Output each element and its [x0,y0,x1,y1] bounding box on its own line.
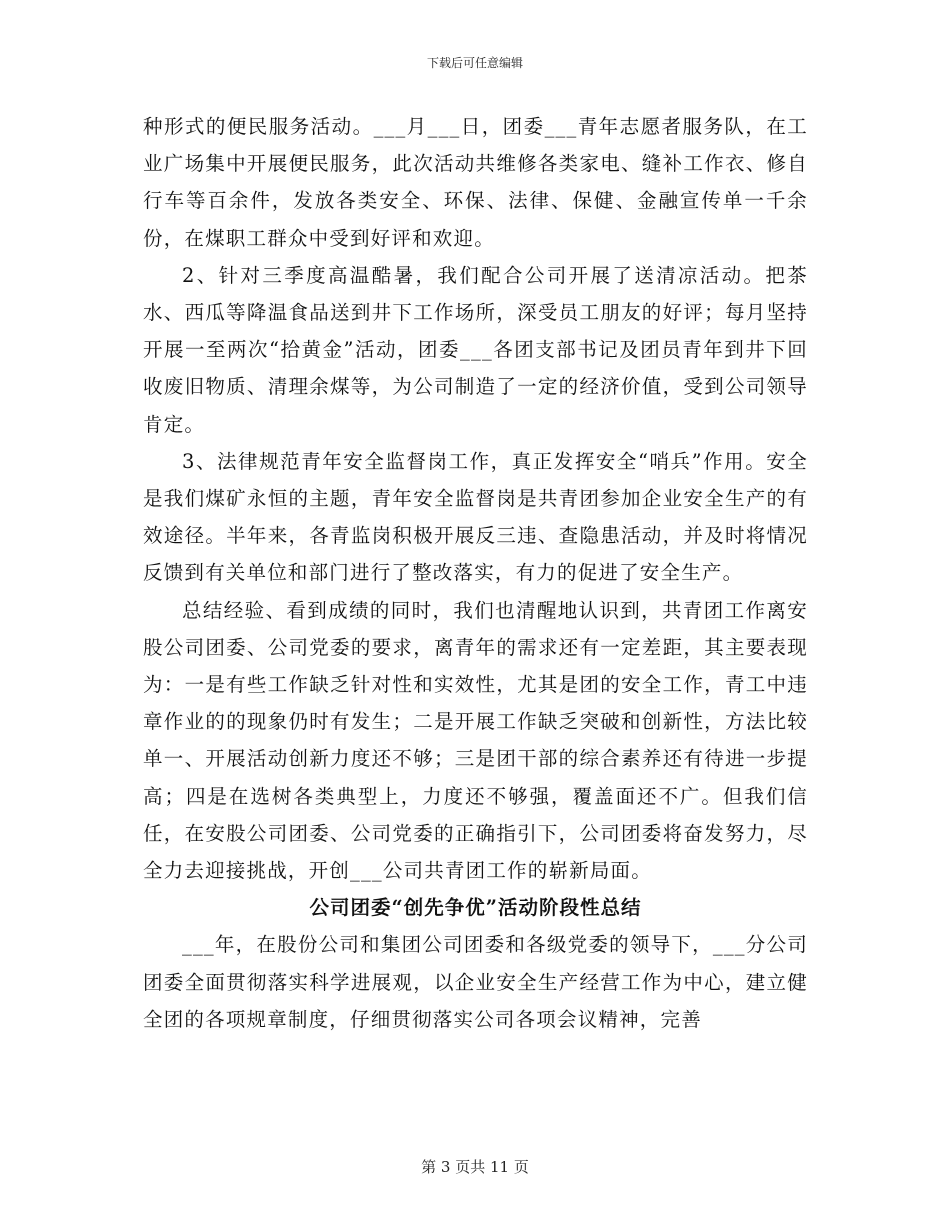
section-title: 公司团委“创先争优”活动阶段性总结 [309,896,642,920]
paragraph-summary: 总结经验、看到成绩的同时，我们也清醒地认识到，共青团工作离安股公司团委、公司党委的要求，离青年的需求还有一定差距，其主要表现为：一是有些工作缺乏针对性和实效性，尤其是团的安全工作，青工中违章作业的的现象仍时有发生；二是开展工作缺乏突破和创新性，方法比较单一、开展活动创新力度还不够；三是团干部的综合素养还有待进一步提高；四是在选树各类典型上，力度还不够强，覆盖面还不广。但我们信任，在安股公司团委、公司党委的正确指引下，公司团委将奋发努力，尽全力去迎接挑战，开创___公司共青团工作的崭新局面。 [143,598,808,883]
page-footer: 第 3 页共 11 页 [421,1158,529,1176]
paragraph-continuation: 种形式的便民服务活动。___月___日，团委___青年志愿者服务队，在工业广场集中开展便民服务，此次活动共维修各类家电、缝补工作衣、修自行车等百余件，发放各类安全、环保、法律、保健、金融宣传单一千余份，在煤职工群众中受到好评和欢迎。 [143,115,808,250]
paragraph-item-2: 2、针对三季度高温酷暑，我们配合公司开展了送清凉活动。把茶水、西瓜等降温食品送到井下工作场所，深受员工朋友的好评；每月坚持开展一至两次“拾黄金”活动，团委___各团支部书记及团员青年到井下回收废旧物质、清理余煤等，为公司制造了一定的经济价值，受到公司领导肯定。 [143,263,808,436]
page-header: 下载后可任意编辑 [426,56,523,70]
paragraph-item-3: 3、法律规范青年安全监督岗工作，真正发挥安全“哨兵”作用。安全是我们煤矿永恒的主题，青年安全监督岗是共青团参加企业安全生产的有效途径。半年来，各青监岗积极开展反三违、查隐患活动，并及时将情况反馈到有关单位和部门进行了整改落实，有力的促进了安全生产。 [143,449,808,585]
document-body [143,108,808,1038]
paragraph-intro: ___年，在股份公司和集团公司团委和各级党委的领导下，___分公司团委全面贯彻落实科学进展观，以企业安全生产经营工作为中心，建立健全团的各项规章制度，仔细贯彻落实公司各项会议精神，完善 [143,933,808,1031]
